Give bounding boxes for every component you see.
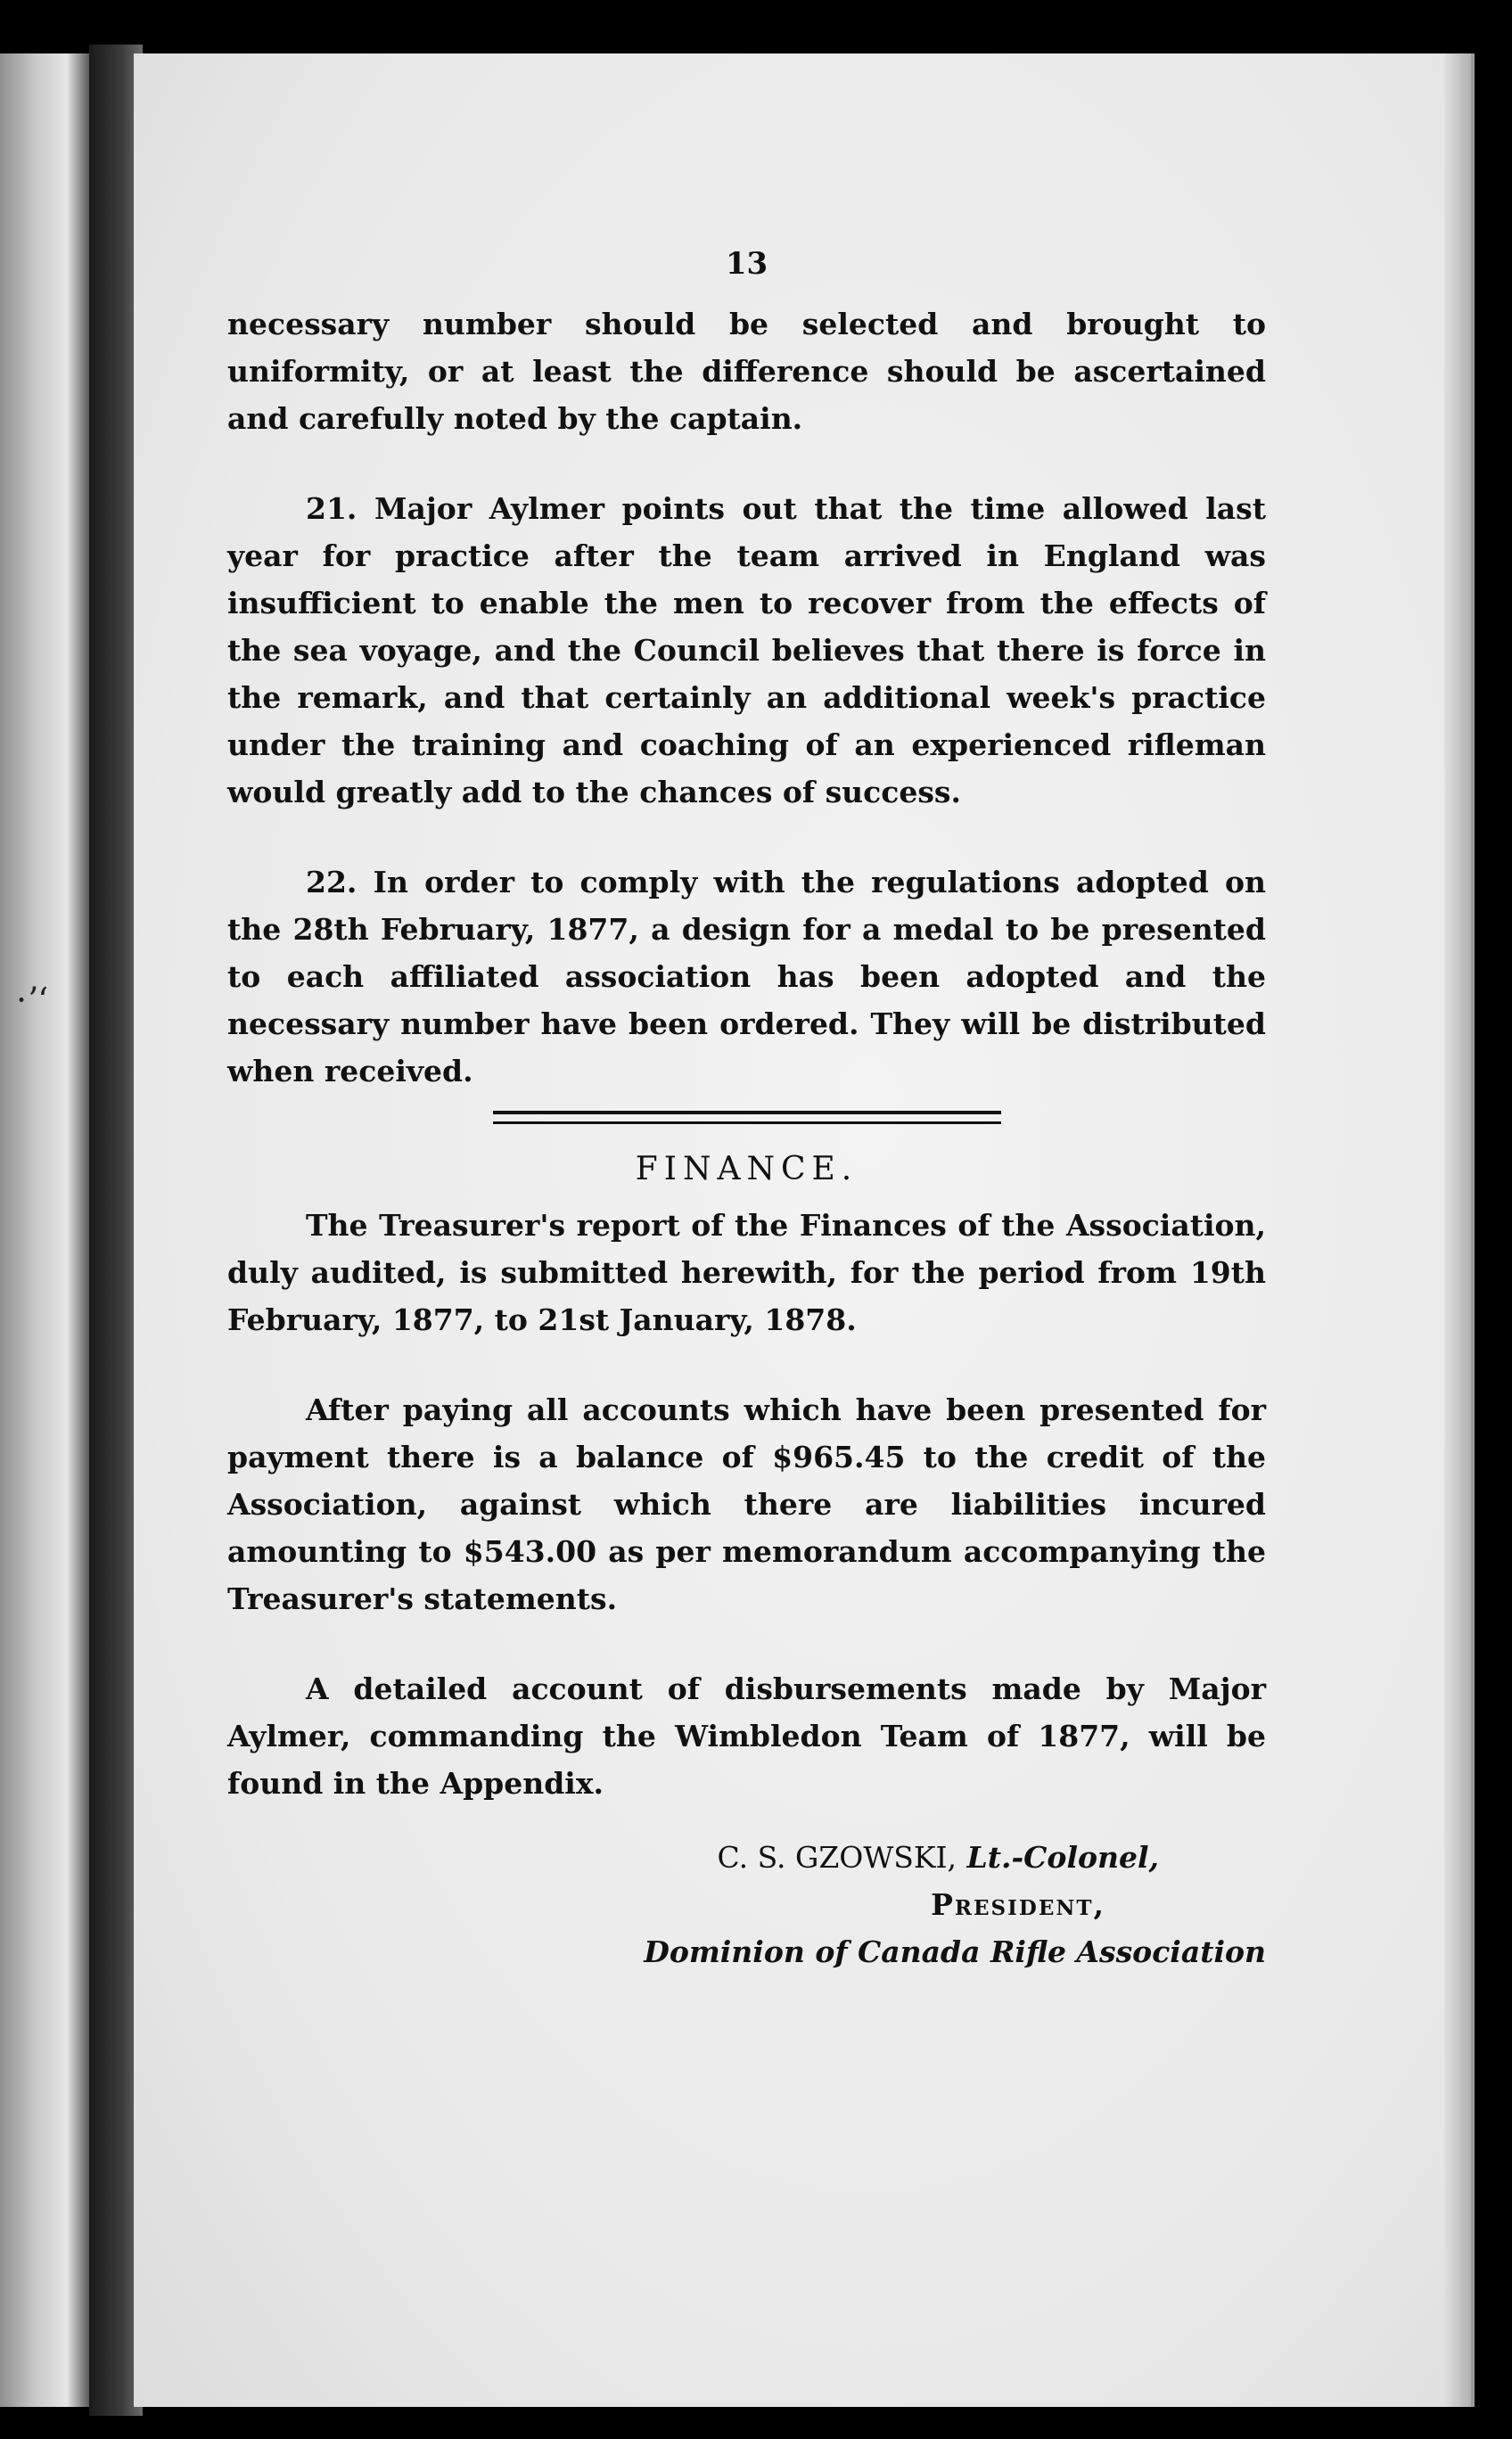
paragraph-continuation: necessary number should be selected and brought to uniformity, or at least the difference should be ascertained and carefully noted by the captain.	[227, 307, 1266, 436]
signature-organization: Dominion of Canada Rifle Association	[644, 1934, 1266, 1969]
finance-paragraph-3: A detailed account of disbursements made by Major Aylmer, commanding the Wimbledon Team of 1877, will be found in the Appendix.	[227, 1671, 1266, 1801]
page-edge	[1444, 53, 1471, 2407]
finance-heading: FINANCE.	[635, 1151, 859, 1187]
signature-rank: Lt.-Colonel,	[966, 1840, 1159, 1875]
page-body	[227, 241, 1266, 1975]
facing-page-edge	[0, 53, 89, 2407]
page-number: 13	[725, 246, 768, 282]
signature-name: C. S. GZOWSKI,	[717, 1840, 957, 1875]
paragraph-22: 22. In order to comply with the regulations adopted on the 28th February, 1877, a design for a medal to be presented to each affiliated association has been adopted and the necessary number have been ordered. They will be distributed when received.	[227, 865, 1266, 1088]
section-divider	[493, 1111, 1001, 1124]
signature-block	[227, 1834, 1266, 1975]
signature-name-line	[227, 1834, 1266, 1881]
margin-mark: ·ʼ‘	[16, 981, 49, 1020]
paragraph-21: 21. Major Aylmer points out that the time allowed last year for practice after the team arrived in England was insufficient to enable the men to recover from the effects of the sea voyage, and the Council believes that there is force in the remark, and that certainly an additional week's practice under the training and coaching of an experienced rifleman would greatly add to the chances of success.	[227, 491, 1266, 809]
signature-title: President,	[931, 1887, 1105, 1922]
finance-paragraph-1: The Treasurer's report of the Finances of the Association, duly audited, is submitted herewith, for the period from 19th February, 1877, to 21st January, 1878.	[227, 1208, 1266, 1337]
finance-paragraph-2: After paying all accounts which have been presented for payment there is a balance of $965.45 to the credit of the Association, against which there are liabilities incured amounting to $543.00 as per memorandum accompanying the Treasurer's statements.	[227, 1392, 1266, 1616]
